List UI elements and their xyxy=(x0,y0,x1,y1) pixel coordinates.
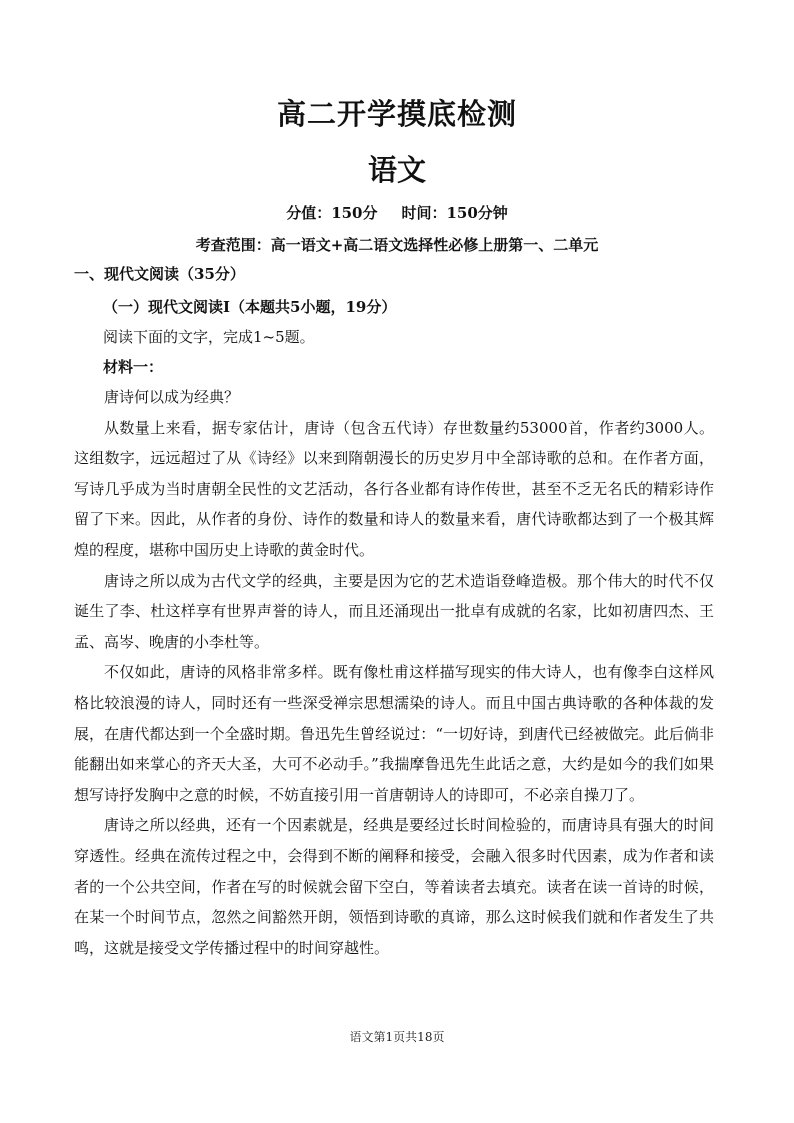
page-footer: 语文第1页共18页 xyxy=(349,1030,445,1044)
score-time-line xyxy=(0,202,794,223)
score-value: 分值：150分 xyxy=(286,204,378,222)
paragraph: 从数量上来看，据专家估计，唐诗（包含五代诗）存世数量约53000首，作者约3000人。这组数字，远远超过了从《诗经》以来到隋朝漫长的历史岁月中全部诗歌的总和。在作者方面，写诗几乎成为当时唐朝全民性的文艺活动，各行各业都有诗作传世，甚至不乏无名氏的精彩诗作留了下来。因此，从作者的身份、诗作的数量和诗人的数量来看，唐代诗歌都达到了一个极其辉煌的程度，堪称中国历史上诗歌的黄金时代。 xyxy=(74,418,714,559)
exam-range: 考查范围：高一语文+高二语文选择性必修上册第一、二单元 xyxy=(195,236,599,254)
paragraph: 唐诗之所以成为古代文学的经典，主要是因为它的艺术造诣登峰造极。那个伟大的时代不仅诞生了李、杜这样享有世界声誉的诗人，而且还涌现出一批卓有成就的名家，比如初唐四杰、王孟、高岑、晚唐的小李杜等。 xyxy=(74,571,714,651)
material-label: 材料一： xyxy=(103,358,164,376)
subject-title: 语文 xyxy=(367,153,426,187)
paragraph: 唐诗何以成为经典？ xyxy=(104,388,240,406)
subsection-heading: （一）现代文阅读Ⅰ（本题共5小题，19分） xyxy=(103,298,397,316)
section-heading: 一、现代文阅读（35分） xyxy=(74,265,245,283)
paragraph: 不仅如此，唐诗的风格非常多样。既有像杜甫这样描写现实的伟大诗人，也有像李白这样风格比较浪漫的诗人，同时还有一些深受禅宗思想濡染的诗人。而且中国古典诗歌的各种体裁的发展，在唐代都达到一个全盛时期。鲁迅先生曾经说过：“一切好诗，到唐代已经被做完。此后倘非能翻出如来掌心的齐天大圣，大可不必动手。”我揣摩鲁迅先生此话之意，大约是如今的我们如果想写诗抒发胸中之意的时候，不妨直接引用一首唐朝诗人的诗即可，不必亲自操刀了。 xyxy=(74,663,714,804)
exam-title: 高二开学摸底检测 xyxy=(276,97,517,131)
time-value: 时间：150分钟 xyxy=(401,204,508,222)
paragraph: 唐诗之所以经典，还有一个因素就是，经典是要经过长时间检验的，而唐诗具有强大的时间穿透性。经典在流传过程之中，会得到不断的阐释和接受，会融入很多时代因素，成为作者和读者的一个公共空间，作者在写的时候就会留下空白，等着读者去填充。读者在读一首诗的时候，在某一个时间节点，忽然之间豁然开朗，领悟到诗歌的真谛，那么这时候我们就和作者发生了共鸣，这就是接受文学传播过程中的时间穿越性。 xyxy=(74,816,714,957)
reading-instruction: 阅读下面的文字，完成1~5题。 xyxy=(103,328,315,346)
passage-body xyxy=(74,382,714,963)
